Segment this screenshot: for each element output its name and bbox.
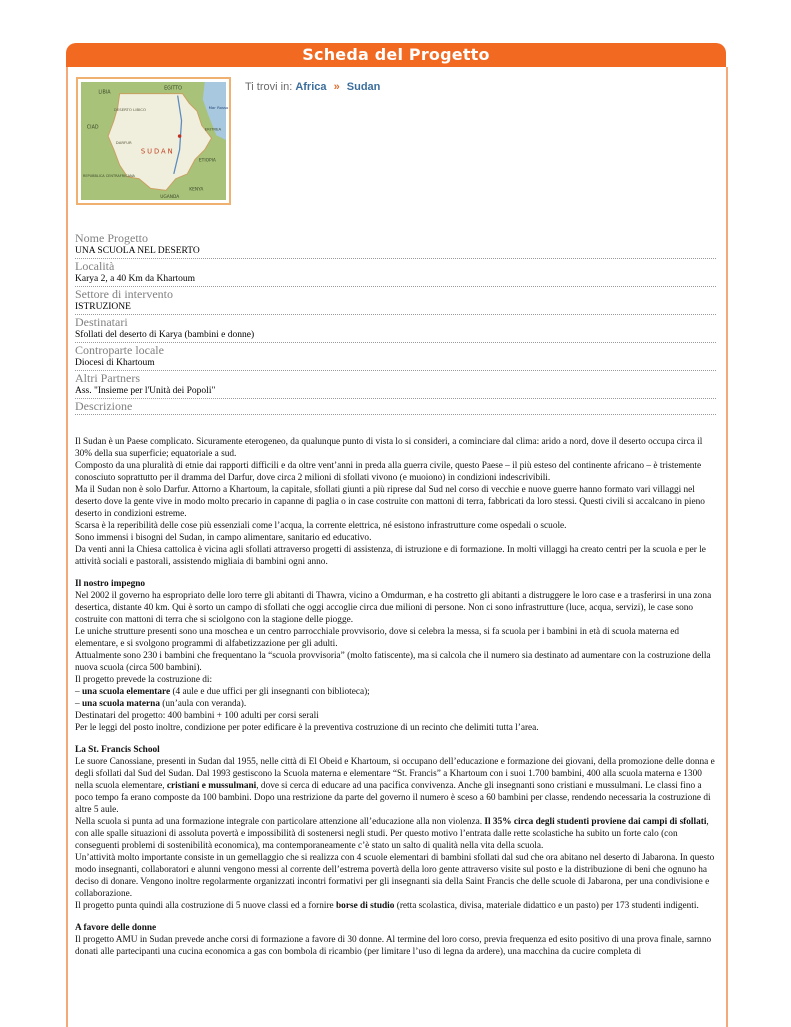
text-bold: cristiani e mussulmani bbox=[166, 781, 257, 791]
section-heading-donne: A favore delle donne bbox=[75, 923, 157, 933]
paragraph: Composto da una pluralità di etnie dai rapporti difficili e da oltre vent’anni in preda alla guerra civile, questo Paese – il più esteso del continente africano – è tristemente conosciuto soprattutto per il dramma del Darfur, dove circa 2 milioni di sfollati vivono (e muoiono) in condizioni indescrivibili. bbox=[75, 461, 702, 483]
map-label-etiopia: ETIOPIA bbox=[198, 158, 216, 164]
map-label-kenya: KENYA bbox=[189, 187, 204, 193]
map-label-desert: DESERTO LIBICO bbox=[113, 107, 146, 113]
page-title: Scheda del Progetto bbox=[302, 45, 490, 64]
field-value-partners: Ass. "Insieme per l'Unità dei Popoli" bbox=[75, 385, 716, 399]
breadcrumb-link-sudan[interactable]: Sudan bbox=[346, 81, 381, 93]
paragraph: Da venti anni la Chiesa cattolica è vicina agli sfollati attraverso progetti di assistenza, di istruzione e di formazione. In molti villaggi ha creato centri per la scuola e per le attività sociali e pastorali, assistendo migliaia di bambini ogni anno. bbox=[75, 545, 706, 567]
field-label-partners: Altri Partners bbox=[75, 371, 140, 385]
paragraph bbox=[75, 816, 716, 852]
paragraph bbox=[75, 756, 716, 816]
list-item bbox=[75, 698, 716, 710]
text-run: , dove si cerca di educare ad una pacifica convivenza. Anche gli insegnanti sono cristiani e mussulmani. Le classi fino a poco tempo fa erano composte da 100 bambini. Dopo una restrizione da parte del governo il numero è sceso a 60 bambini per classe, rendendo necessaria la costruzione di altre 5 aule. bbox=[75, 781, 711, 815]
map-label-darfur: DARFUR bbox=[115, 139, 132, 145]
map-label-sea: Mar Rosso bbox=[208, 105, 229, 111]
text-bold: borse di studio bbox=[336, 901, 395, 911]
map-label-uganda: UGANDA bbox=[160, 195, 180, 201]
field-value-destinatari: Sfollati del deserto di Karya (bambini e donne) bbox=[75, 329, 716, 343]
paragraph: Destinatari del progetto: 400 bambini + 100 adulti per corsi serali bbox=[75, 711, 319, 721]
project-fields bbox=[75, 231, 716, 415]
map-label-eritrea: ERITREA bbox=[204, 126, 222, 132]
map-country-label: SUDAN bbox=[140, 147, 175, 156]
paragraph bbox=[75, 900, 716, 912]
text-bold: Il 35% circa degli studenti proviene dai campi di sfollati bbox=[484, 817, 707, 827]
map-label-ciad: CIAD bbox=[86, 125, 99, 131]
paragraph: Ma il Sudan non è solo Darfur. Attorno a Khartoum, la capitale, sfollati giunti a più riprese dal Sud nel corso di vecchie e nuove guerre hanno formato vari villaggi nel deserto dove la gente vive in modo molto precario in capanne di paglia o in case costruite con mattoni di terra, fabbricati da loro stessi. Questi civili si accalcano in pieno deserto in condizioni estreme. bbox=[75, 485, 705, 519]
paragraph: Per le leggi del posto inoltre, condizione per poter edificare è la preventiva costruzione di un recinto che delimiti tutta l’area. bbox=[75, 723, 539, 733]
paragraph: Il progetto AMU in Sudan prevede anche corsi di formazione a favore di 30 donne. Al termine del loro corso, previa frequenza ed esito positivo di una prova finale, sarnno donati alle partecipanti una cucina economica a gas con bombola di ricambio (per limitare l’uso di legna da ardere), una macchina da cucire completa di bbox=[75, 935, 712, 957]
map-image bbox=[81, 82, 229, 201]
field-label-settore: Settore di intervento bbox=[75, 287, 173, 301]
paragraph: Sono immensi i bisogni del Sudan, in campo alimentare, sanitario ed educativo. bbox=[75, 533, 372, 543]
field-value-controparte: Diocesi di Khartoum bbox=[75, 357, 716, 371]
field-label-controparte: Controparte locale bbox=[75, 343, 164, 357]
paragraph: Le uniche strutture presenti sono una moschea e un centro parrocchiale provvisorio, dove si celebra la messa, si fa scuola per i bambini in età di scuola materna ed elementare, e si svolgono programmi di alfabetizzazione per gli adulti. bbox=[75, 627, 680, 649]
breadcrumb-link-africa[interactable]: Africa bbox=[295, 81, 327, 93]
text-run: Il progetto punta quindi alla costruzione di 5 nuove classi ed a fornire bbox=[75, 901, 337, 911]
description-body bbox=[75, 436, 716, 958]
section-heading-impegno: Il nostro impegno bbox=[75, 579, 146, 589]
list-dash: – bbox=[75, 699, 82, 709]
field-value-localita: Karya 2, a 40 Km da Khartoum bbox=[75, 273, 716, 287]
list-item bbox=[75, 686, 716, 698]
text-run: Nella scuola si punta ad una formazione integrale con particolare attenzione all’educazione alla non violenza. bbox=[75, 817, 485, 827]
paragraph: Nel 2002 il governo ha espropriato delle loro terre gli abitanti di Thawra, vicino a Omdurman, e ha costretto gli abitanti a distruggere le loro case e a trasferirsi in una zona desertica, distante 40 km. Qui è sorto un campo di sfollati che oggi accoglie circa due milioni di persone. Non ci sono infrastrutture (luce, acqua, servizi), le case sono costruite con mattoni di terra che si sciolgono con la stagione delle piogge. bbox=[75, 591, 712, 625]
field-label-nome: Nome Progetto bbox=[75, 231, 148, 245]
list-item-bold: una scuola elementare bbox=[81, 687, 171, 697]
field-label-destinatari: Destinatari bbox=[75, 315, 128, 329]
breadcrumb-prefix: Ti trovi in: bbox=[245, 81, 293, 93]
paragraph: Un’attività molto importante consiste in un gemellaggio che si realizza con 4 scuole elementari di bambini sfollati dal sud che ora abitano nel deserto di Jabarona. In questo modo insegnanti, collaboratori e alunni vengono messi al corrente dell’estrema povertà della loro gente attraverso visite sul posto e la distribuzione di beni che ognuno ha deciso di donare. Vengono inoltre regolarmente organizzati incontri formativi per gli insegnanti sia della Saint Francis che delle scuole di Jabarona, per una condivisione e collaborazione. bbox=[75, 853, 715, 899]
map-label-libia: LIBIA bbox=[98, 90, 111, 96]
list-item-bold: una scuola materna bbox=[81, 699, 160, 709]
text-run: (retta scolastica, divisa, materiale didattico e un pasto) per 173 studenti indigenti. bbox=[394, 901, 699, 911]
list-dash: – bbox=[75, 687, 82, 697]
list-item-text: (4 aule e due uffici per gli insegnanti con biblioteca); bbox=[170, 687, 370, 697]
text-run: , con alle spalle situazioni di assoluta povertà e impossibilità di sostenersi negli studi. Per questo motivo l’entrata dalle rette scolastiche ha subito un forte calo (con conseguenti problemi di sostenibilità economica), ma contemporaneamente c’è stato un salto di qualità nella vita della scuola. bbox=[75, 817, 709, 851]
map-label-rca: REPUBBLICA CENTRAFRICANA bbox=[82, 173, 135, 178]
field-value-settore: ISTRUZIONE bbox=[75, 301, 716, 315]
header-bar bbox=[66, 43, 726, 67]
map-khartoum-dot bbox=[178, 134, 181, 137]
text-run: Le suore Canossiane, presenti in Sudan dal 1955, nelle città di El Obeid e Khartoum, si occupano dell’educazione e formazione dei giovani, della promozione delle donna e degli sfollati dal Sud del Sudan. Dal 1993 gestiscono la Scuola materna e elementare “St. Francis” a Khartoum con i suoi 1.700 bambini, 400 alla scuola materna e 1300 nella scuola elementare, bbox=[75, 757, 715, 791]
list-item-text: (un’aula con veranda). bbox=[159, 699, 247, 709]
paragraph: Il progetto prevede la costruzione di: bbox=[75, 675, 213, 685]
paragraph: Il Sudan è un Paese complicato. Sicuramente eterogeneo, da qualunque punto di vista lo si consideri, a cominciare dal clima: arido a nord, dove il deserto occupa circa il 30% della sua superficie; equatoriale a sud. bbox=[75, 437, 703, 459]
sudan-map bbox=[76, 77, 231, 205]
section-heading-francis: La St. Francis School bbox=[75, 745, 160, 755]
breadcrumb-separator: » bbox=[333, 81, 340, 93]
breadcrumb bbox=[245, 81, 380, 93]
map-label-egitto: EGITTO bbox=[164, 86, 182, 92]
paragraph: Scarsa è la reperibilità delle cose più essenziali come l’acqua, la corrente elettrica, né esistono infrastrutture come ospedali o scuole. bbox=[75, 521, 567, 531]
paragraph: Attualmente sono 230 i bambini che frequentano la “scuola provvisoria” (molto fatiscente), ma si calcola che il numero sia destinato ad aumentare con la costruzione della nuova scuola (circa 500 bambini). bbox=[75, 651, 711, 673]
field-value-nome: UNA SCUOLA NEL DESERTO bbox=[75, 245, 716, 259]
field-label-descrizione: Descrizione bbox=[75, 399, 716, 415]
field-label-localita: Località bbox=[75, 259, 115, 273]
